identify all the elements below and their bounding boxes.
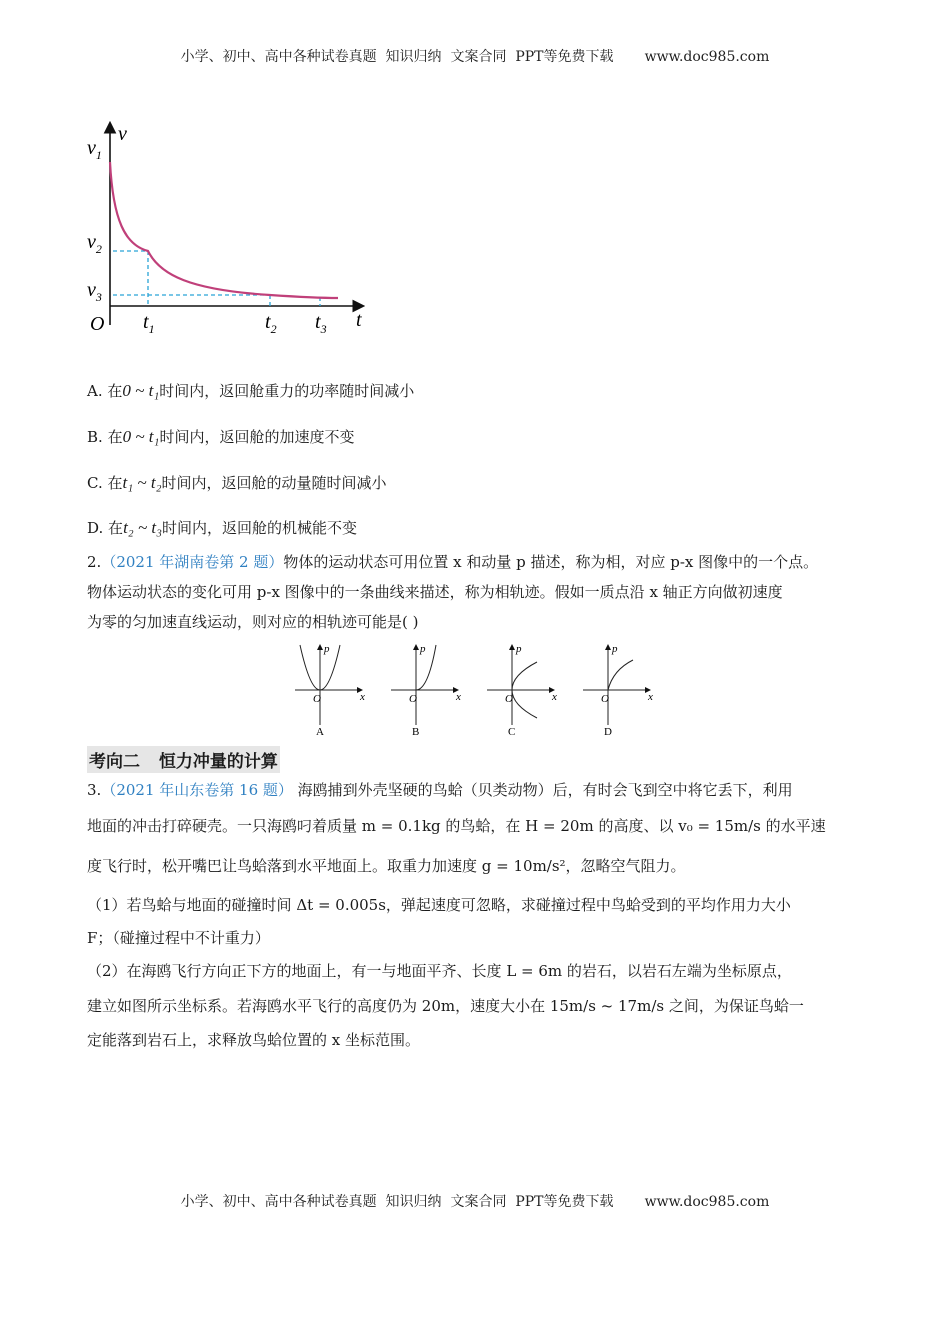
q2-line-1: 2.（2021 年湖南卷第 2 题）物体的运动状态可用位置 x 和动量 p 描述，称为相，对应 p-x 图像中的一个点。	[87, 553, 819, 571]
q2-line-3: 为零的匀加速直线运动，则对应的相轨迹可能是( )	[87, 613, 419, 631]
q3-line-8: 定能落到岩石上，求释放鸟蛤位置的 x 坐标范围。	[87, 1031, 420, 1049]
phase-graph-B	[391, 645, 458, 725]
graph-x-axis: x	[648, 691, 653, 703]
graph-y-axis: p	[612, 643, 618, 655]
q3-line-2: 地面的冲击打碎硬壳。一只海鸥叼着质量 m = 0.1kg 的鸟蛤，在 H = 20m 的高度、以 v₀ = 15m/s 的水平速	[87, 817, 826, 835]
graph-label: C	[508, 726, 516, 738]
q2-line-2: 物体运动状态的变化可用 p-x 图像中的一条曲线来描述，称为相轨迹。假如一质点沿 x 轴正方向做初速度	[87, 583, 783, 601]
graph-x-axis: x	[552, 691, 557, 703]
graph-y-axis: p	[420, 643, 426, 655]
graph-label: D	[604, 726, 612, 738]
q3-line-5: F；（碰撞过程中不计重力）	[87, 929, 270, 947]
graph-y-axis: p	[516, 643, 522, 655]
svg-text:t1: $t_1$	[143, 311, 155, 336]
x-axis-label: t	[356, 309, 362, 331]
q3-line-3: 度飞行时，松开嘴巴让鸟蛤落到水平地面上。取重力加速度 g = 10m/s²，忽略空气阻力。	[87, 857, 686, 875]
option-d: D. 在t₂ ~ t₃时间内，返回舱的机械能不变	[87, 518, 358, 537]
graph-x-axis: x	[456, 691, 461, 703]
graph-origin: O	[313, 693, 321, 705]
q3-line-4: （1）若鸟蛤与地面的碰撞时间 Δt = 0.005s，弹起速度可忽略，求碰撞过程中鸟蛤受到的平均作用力大小	[87, 896, 791, 914]
phase-graphs	[285, 640, 665, 740]
q3-line-7: 建立如图所示坐标系。若海鸥水平飞行的高度仍为 20m，速度大小在 15m/s ~ 17m/s 之间，为保证鸟蛤一	[87, 997, 804, 1015]
svg-text:t3: $t_3$	[315, 311, 327, 336]
y-axis-label: v	[118, 123, 127, 145]
svg-text:v2: $v_2$	[87, 231, 102, 256]
page-header: 小学、初中、高中各种试卷真题 知识归纳 文案合同 PPT等免费下载 www.doc985.com	[180, 49, 770, 65]
graph-label: A	[316, 726, 324, 738]
graph-y-axis: p	[324, 643, 330, 655]
svg-text:v1: $v_1$	[87, 137, 102, 162]
origin-label: O	[90, 313, 105, 335]
svg-text:t2: $t_2$	[265, 311, 277, 336]
option-c: C. 在t₁ ~ t₂时间内，返回舱的动量随时间减小	[87, 473, 387, 492]
graph-label: B	[412, 726, 420, 738]
graph-x-axis: x	[360, 691, 365, 703]
phase-graph-C	[487, 645, 554, 725]
v-t-graph	[80, 110, 380, 340]
graph-origin: O	[409, 693, 417, 705]
svg-text:v3: $v_3$	[87, 279, 102, 304]
phase-curve	[608, 660, 633, 690]
option-a: A. 在0 ~ t₁时间内，返回舱重力的功率随时间减小	[87, 381, 415, 400]
graph-origin: O	[505, 693, 513, 705]
phase-graph-A	[295, 645, 362, 725]
option-b: B. 在0 ~ t₁时间内，返回舱的加速度不变	[87, 427, 355, 446]
page-footer: 小学、初中、高中各种试卷真题 知识归纳 文案合同 PPT等免费下载 www.doc985.com	[180, 1194, 770, 1210]
guide-lines	[113, 251, 320, 306]
velocity-curve	[110, 162, 338, 298]
phase-graph-D	[583, 645, 650, 725]
q3-line-1: 3.（2021 年山东卷第 16 题） 海鸥捕到外壳坚硬的鸟蛤（贝类动物）后，有时会飞到空中将它丢下，利用	[87, 781, 793, 799]
q3-line-6: （2）在海鸥飞行方向正下方的地面上，有一与地面平齐、长度 L = 6m 的岩石，以岩石左端为坐标原点，	[87, 962, 792, 980]
graph-origin: O	[601, 693, 609, 705]
phase-curve	[416, 645, 436, 690]
section-heading: 考向二 恒力冲量的计算	[87, 746, 280, 773]
